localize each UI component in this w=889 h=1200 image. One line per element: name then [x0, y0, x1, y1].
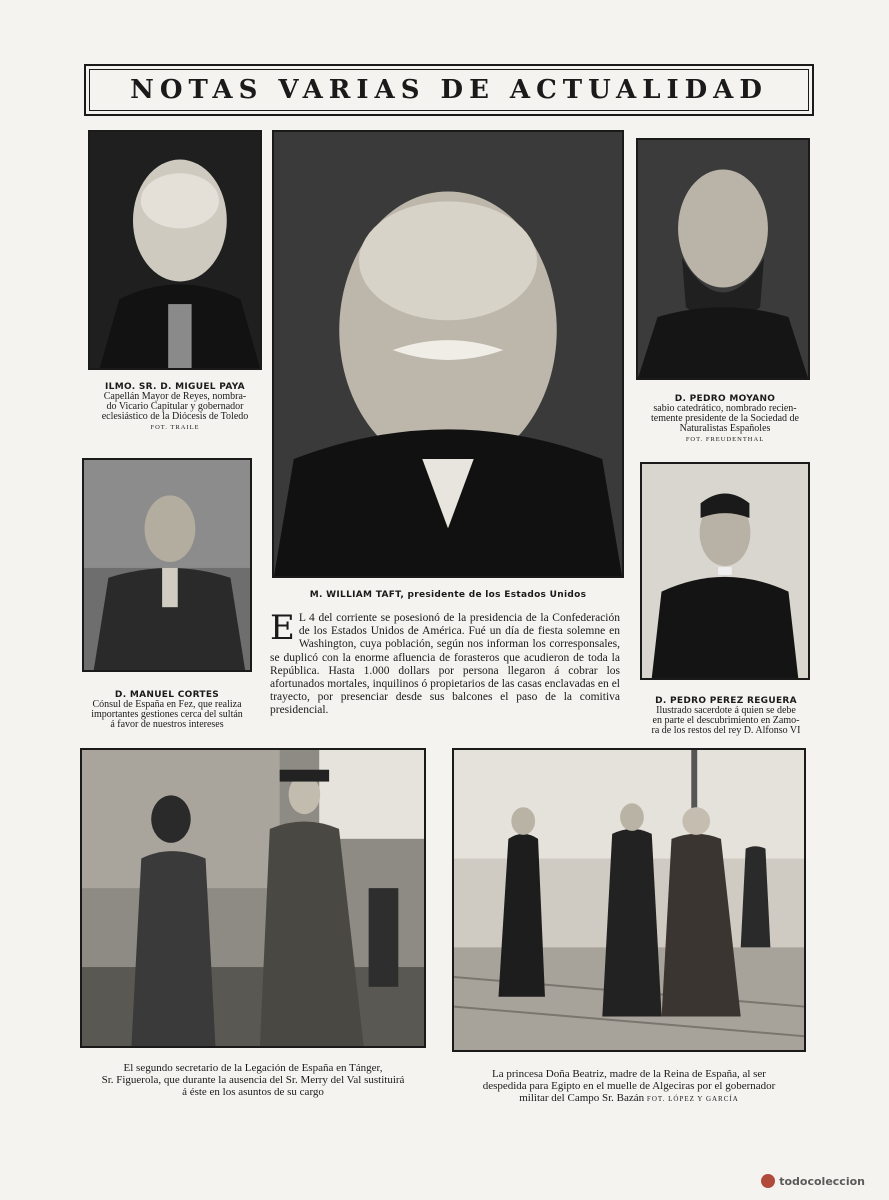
name-pedro-perez-reguera: D. PEDRO PEREZ REGUERA	[655, 696, 797, 706]
caption-line: Sr. Figuerola, que durante la ausencia del Sr. Merry del Val sustituirá	[101, 1074, 405, 1086]
photo-credit: FOT. FREUDENTHAL	[685, 436, 765, 443]
name-pedro-moyano: D. PEDRO MOYANO	[674, 394, 776, 404]
caption-line: á favor de nuestros intereses	[110, 719, 224, 730]
caption-line: La princesa Doña Beatriz, madre de la Reina de España, al ser	[492, 1068, 766, 1080]
todocoleccion-logo-icon	[761, 1174, 775, 1188]
photo-william-taft	[272, 130, 624, 578]
watermark	[761, 1174, 865, 1188]
caption-line: á éste en los asuntos de su cargo	[182, 1086, 324, 1098]
caption-line: sabio catedrático, nombrado recien-	[653, 403, 797, 414]
caption-line: Cónsul de España en Fez, que realiza	[92, 699, 242, 710]
article-taft	[270, 608, 620, 718]
photo-tangier-street	[80, 748, 426, 1048]
caption-line: temente presidente de la Sociedad de	[651, 413, 799, 424]
caption-line: en parte el descubrimiento en Zamo-	[652, 715, 800, 726]
caption-manuel-cortes	[62, 690, 272, 730]
caption-line: despedida para Egipto en el muelle de Algeciras por el gobernador	[482, 1080, 776, 1092]
photo-credit: FOT. LÓPEZ Y GARCÍA	[646, 1095, 739, 1103]
caption-line: importantes gestiones cerca del sultán	[91, 709, 243, 720]
caption-line: eclesiástico de la Diócesis de Toledo	[101, 411, 249, 422]
name-manuel-cortes: D. MANUEL CORTES	[114, 690, 220, 700]
name-miguel-paya: ILMO. SR. D. MIGUEL PAYA	[105, 382, 245, 392]
caption-pedro-moyano	[622, 394, 828, 445]
caption-pedro-perez-reguera	[628, 696, 824, 736]
photo-princess-beatriz-algeciras	[452, 748, 806, 1052]
caption-princess-beatriz	[446, 1068, 812, 1105]
caption-line: do Vicario Capitular y gobernador	[106, 401, 244, 412]
photo-pedro-moyano	[636, 138, 810, 380]
caption-miguel-paya	[72, 382, 278, 433]
photo-manuel-cortes	[82, 458, 252, 672]
caption-line: Ilustrado sacerdote á quien se debe	[656, 705, 796, 716]
page-header	[84, 64, 814, 116]
watermark-text: todocoleccion	[779, 1174, 865, 1188]
caption-line: ra de los restos del rey D. Alfonso VI	[651, 725, 801, 736]
caption-line: El segundo secretario de la Legación de España en Tánger,	[123, 1062, 383, 1074]
caption-tangier	[70, 1062, 436, 1098]
caption-line: Capellán Mayor de Reyes, nombra-	[103, 391, 247, 402]
photo-credit: FOT. TRAILE	[150, 424, 200, 431]
photo-pedro-perez-reguera	[640, 462, 810, 680]
caption-line: Naturalistas Españoles	[679, 423, 771, 434]
caption-william-taft	[272, 590, 624, 600]
caption-line-with-credit	[446, 1092, 812, 1105]
article-body: L 4 del corriente se posesionó de la presidencia de la Confederación de los Estados Unidos de América. Fué un día de fiesta solemne en Washington, cuya población, según nos informan los corresponsales, se duplicó con la enorme afluencia de forasteros que acudieron de toda la República. Hasta 1.000 dollars por persona llegaron á cobrar los afortunados mortales, inquilinos ó propietarios de las casas enclavadas en el trayecto, por presenciar desde sus balcones el paso de la comitiva presidencial.	[270, 612, 620, 717]
caption-line: militar del Campo Sr. Bazán	[519, 1092, 645, 1104]
page-title: NOTAS VARIAS DE ACTUALIDAD	[130, 75, 768, 105]
caption-text: M. WILLIAM TAFT, presidente de los Estados Unidos	[309, 590, 587, 600]
photo-miguel-paya	[88, 130, 262, 370]
drop-cap: E	[270, 608, 295, 648]
